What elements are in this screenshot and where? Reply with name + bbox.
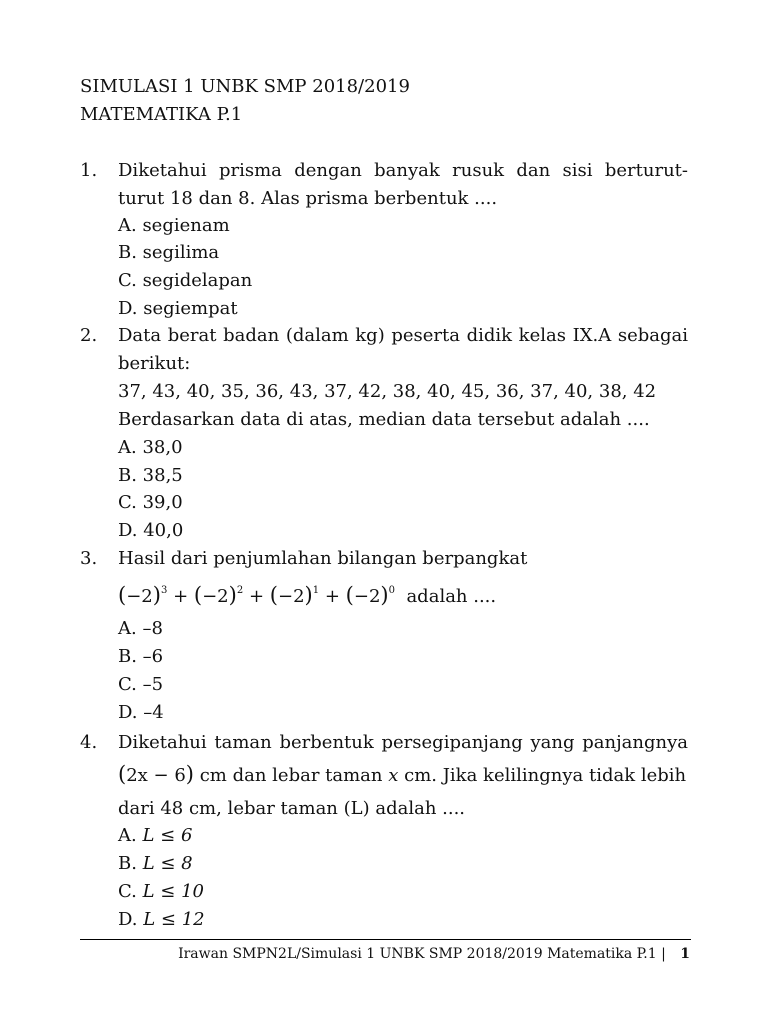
- question-4-text-line-3: dari 48 cm, lebar taman (L) adalah ....: [118, 798, 466, 819]
- doc-title: SIMULASI 1 UNBK SMP 2018/2019: [80, 76, 410, 97]
- question-4-text-line-2: (2x − 6) cm dan lebar taman x cm. Jika kelilingnya tidak lebih: [118, 762, 687, 786]
- page-footer: [178, 946, 690, 962]
- question-1-option-a: A. segienam: [118, 215, 230, 236]
- question-3-expression: $(-2)^3 + (-2)^2 + (-2)^1 + (-2)^0$ adalah ....: [118, 583, 497, 607]
- footer-separator: |: [661, 946, 666, 962]
- question-3-option-d: D. –4: [118, 702, 164, 723]
- question-3-option-c: C. –5: [118, 674, 164, 695]
- question-3-number: 3.: [80, 548, 98, 569]
- question-4-text-line-1: Diketahui taman berbentuk persegipanjang yang panjangnya: [118, 732, 688, 753]
- question-1-option-d: D. segiempat: [118, 298, 238, 319]
- question-2-option-c: C. 39,0: [118, 492, 183, 513]
- question-2-number: 2.: [80, 325, 98, 346]
- question-3-text-line-1: Hasil dari penjumlahan bilangan berpangkat: [118, 548, 528, 569]
- question-4-option-d: D. L ≤ 12: [118, 909, 205, 930]
- question-4-option-a: A. L ≤ 6: [118, 825, 193, 846]
- question-4-length-expression: 2x − 6: [126, 765, 186, 786]
- doc-subtitle: MATEMATIKA P.1: [80, 104, 243, 125]
- footer-divider: [80, 939, 691, 940]
- question-2-text-line-1: Data berat badan (dalam kg) peserta didik kelas IX.A sebagai: [118, 325, 688, 346]
- question-3-option-a: A. –8: [118, 618, 163, 639]
- question-4-option-c: C. L ≤ 10: [118, 881, 204, 902]
- question-4-number: 4.: [80, 732, 98, 753]
- question-1-option-c: C. segidelapan: [118, 270, 253, 291]
- question-2-option-d: D. 40,0: [118, 520, 184, 541]
- footer-text: Irawan SMPN2L/Simulasi 1 UNBK SMP 2018/2019 Matematika P.1: [178, 946, 657, 962]
- page-number: 1: [680, 946, 690, 962]
- question-3-option-b: B. –6: [118, 646, 164, 667]
- question-2-text-line-2: berikut:: [118, 353, 191, 374]
- question-2-text-line-3: Berdasarkan data di atas, median data tersebut adalah ....: [118, 409, 650, 430]
- question-2-option-a: A. 38,0: [118, 437, 183, 458]
- question-1-text-line-2: turut 18 dan 8. Alas prisma berbentuk ....: [118, 188, 498, 209]
- question-4-option-b: B. L ≤ 8: [118, 853, 193, 874]
- question-1-text-line-1: Diketahui prisma dengan banyak rusuk dan sisi berturut-: [118, 160, 688, 181]
- question-2-option-b: B. 38,5: [118, 465, 183, 486]
- question-1-number: 1.: [80, 160, 98, 181]
- question-1-option-b: B. segilima: [118, 242, 220, 263]
- question-2-data-values: 37, 43, 40, 35, 36, 43, 37, 42, 38, 40, 45, 36, 37, 40, 38, 42: [118, 381, 657, 402]
